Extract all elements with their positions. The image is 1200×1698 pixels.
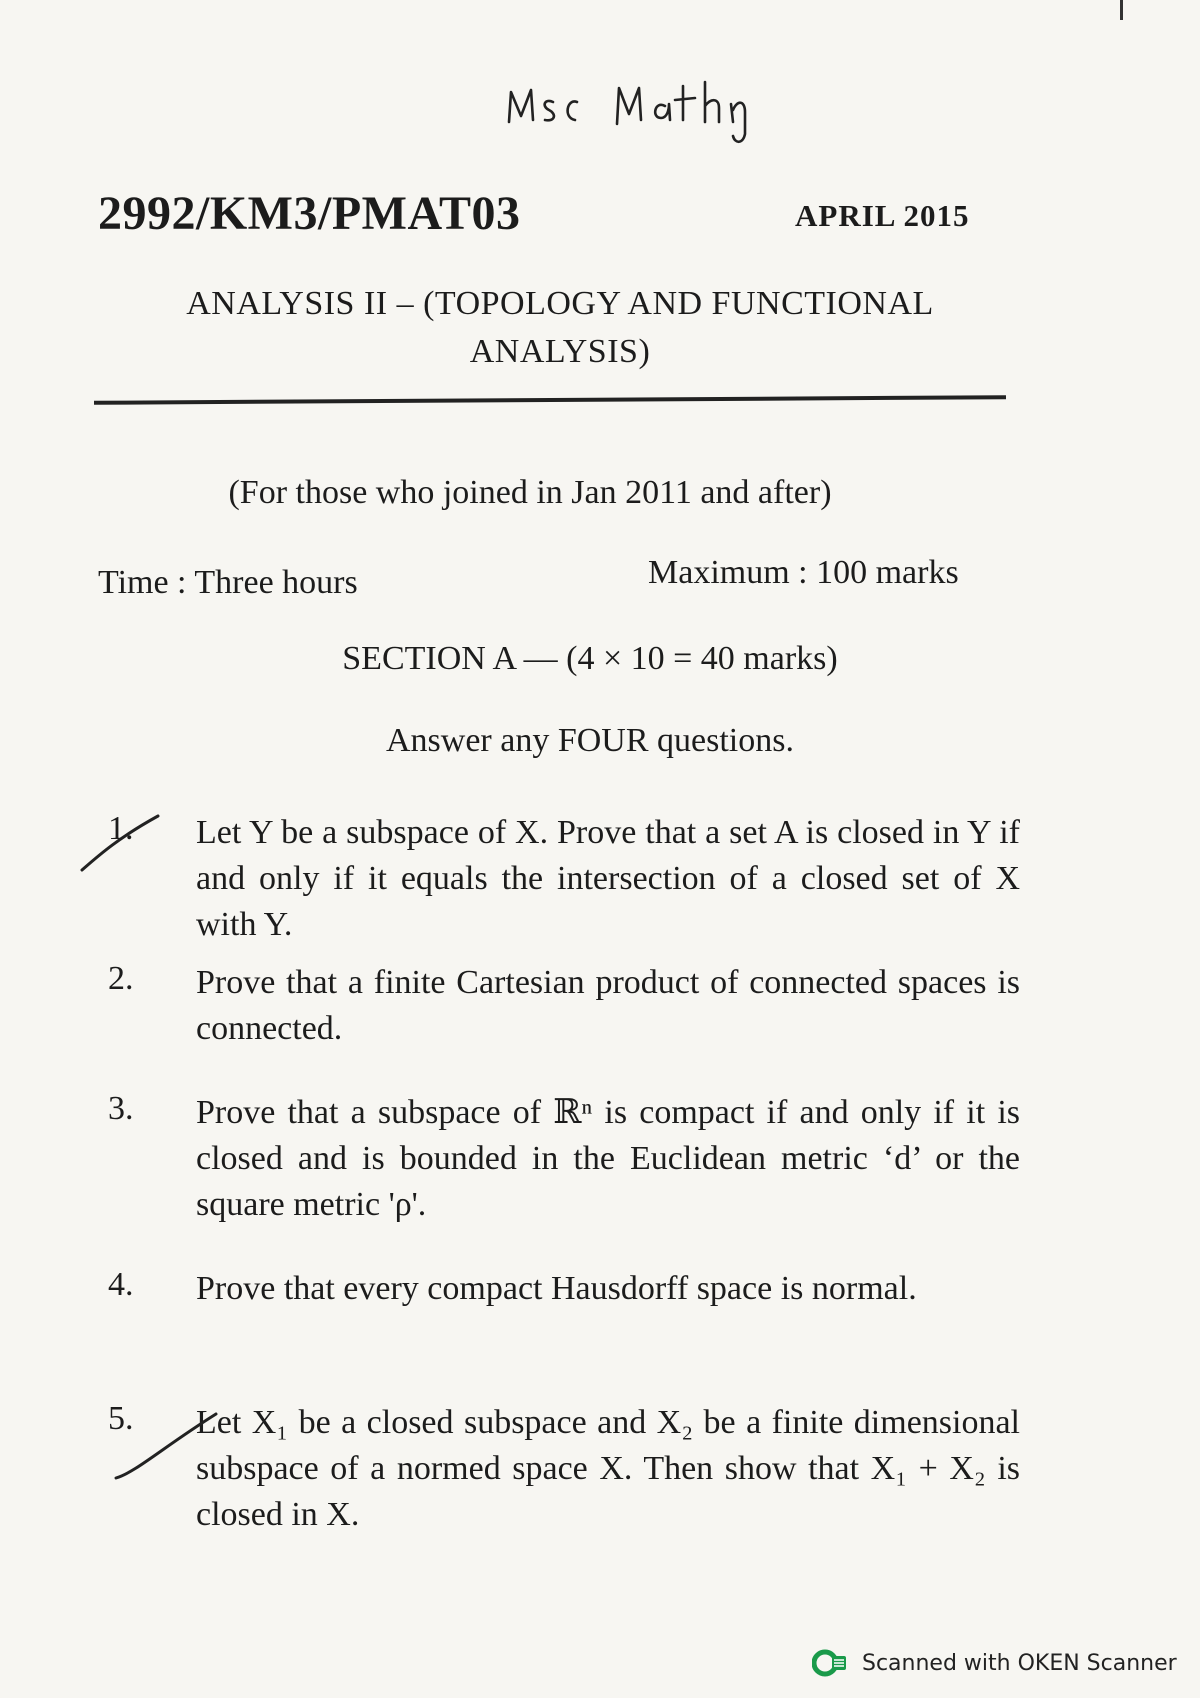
question-text: Prove that a finite Cartesian product of connected spaces is connected. <box>196 964 1020 1047</box>
question-number: 2. <box>108 960 134 997</box>
paper-code: 2992/KM3/PMAT03 <box>98 187 521 240</box>
scanner-logo-icon <box>812 1648 848 1678</box>
question-number: 5. <box>108 1400 134 1437</box>
question-item <box>100 810 1020 948</box>
section-instruction: Answer any FOUR questions. <box>386 722 794 759</box>
maximum-marks: Maximum : 100 marks <box>648 554 959 591</box>
tick-mark-icon <box>112 1408 222 1488</box>
section-title: SECTION A — (4 × 10 = 40 marks) <box>342 640 838 677</box>
question-text: Prove that a subspace of ℝⁿ is compact if and only if it is closed and is bounded in the Euclidean metric ‘d’ or the square metric 'ρ'. <box>196 1094 1020 1223</box>
question-item <box>100 1400 1020 1538</box>
question-number: 1. <box>108 810 134 847</box>
question-text: Let Y be a subspace of X. Prove that a set A is closed in Y if and only if it equals the intersection of a closed set of X with Y. <box>196 814 1020 943</box>
question-number: 4. <box>108 1266 134 1303</box>
corner-mark <box>1120 0 1123 20</box>
question-item <box>100 1090 1020 1228</box>
subject-title: ANALYSIS II – (TOPOLOGY AND FUNCTIONAL ANALYSIS) <box>186 285 934 370</box>
question-number: 3. <box>108 1090 134 1127</box>
scanner-watermark <box>812 1648 1177 1678</box>
question-text: Let X₁ be a closed subspace and X₂ be a finite dimensional subspace of a normed space X. Then show that X₁ + X₂ is closed in X. <box>196 1404 1020 1533</box>
title-divider <box>94 395 1006 405</box>
eligibility-note: (For those who joined in Jan 2011 and after) <box>228 474 832 511</box>
question-item <box>100 1266 1020 1312</box>
question-item <box>100 960 1020 1052</box>
scanner-text: Scanned with OKEN Scanner <box>862 1650 1177 1676</box>
question-text: Prove that every compact Hausdorff space is normal. <box>196 1270 917 1307</box>
tick-mark-icon <box>78 808 168 878</box>
exam-date: APRIL 2015 <box>795 198 970 233</box>
time-allowed: Time : Three hours <box>98 564 358 601</box>
handwritten-note <box>505 72 805 162</box>
